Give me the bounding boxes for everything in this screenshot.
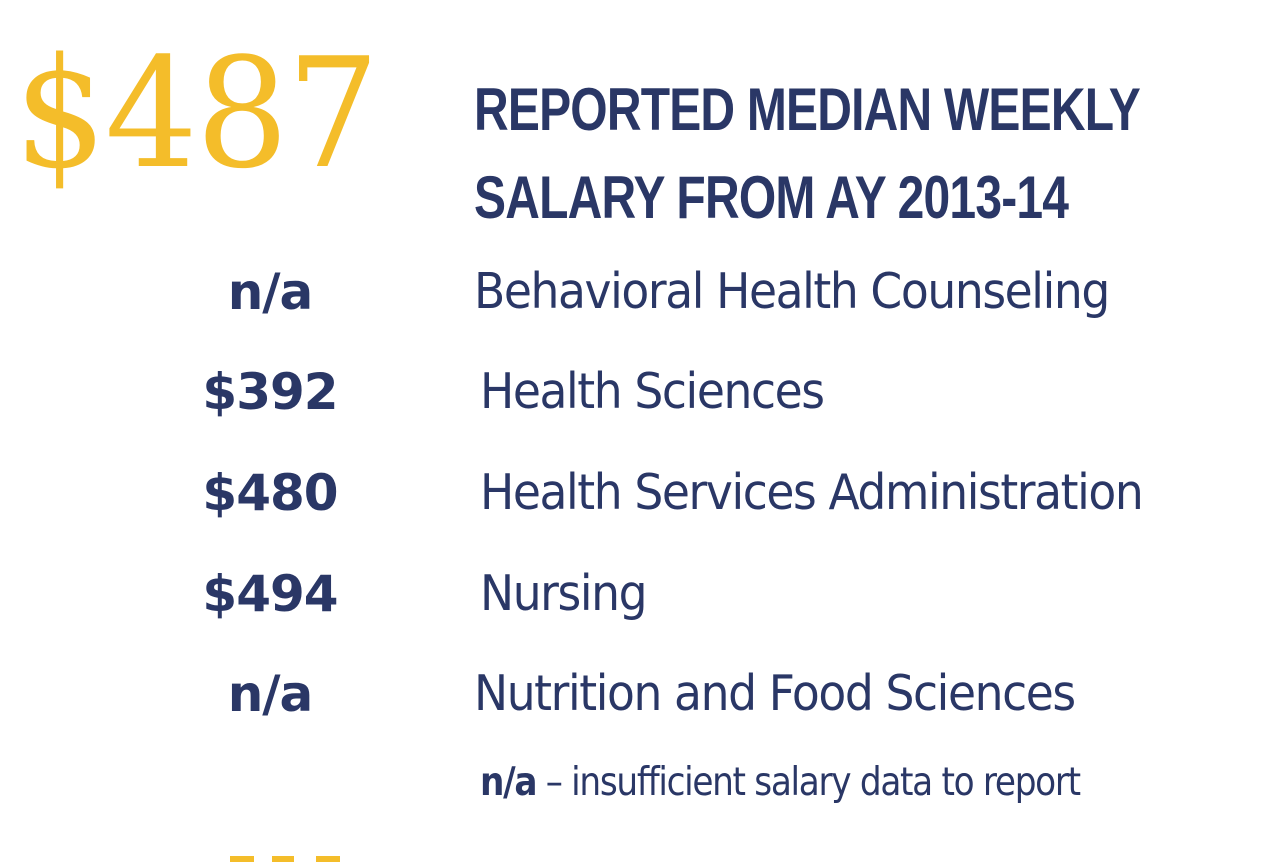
program-name: Health Services Administration: [480, 464, 1143, 521]
program-row-health-services-admin: [0, 463, 1280, 523]
program-name: Behavioral Health Counseling: [474, 263, 1109, 320]
program-name: Health Sciences: [480, 363, 824, 420]
program-row-behavioral-health: [0, 262, 1280, 322]
program-salary: n/a: [227, 263, 313, 321]
program-name: Nursing: [480, 565, 647, 622]
program-row-nutrition: [0, 664, 1280, 724]
headline: [474, 66, 1140, 242]
big-stat-median-salary: $487: [14, 25, 378, 202]
program-row-health-sciences: [0, 362, 1280, 422]
program-salary: $480: [202, 464, 338, 522]
program-salary: n/a: [227, 665, 313, 723]
program-salary: $392: [202, 363, 338, 421]
headline-line-1: REPORTED MEDIAN WEEKLY: [474, 76, 1141, 143]
next-stat-cutoff: [226, 852, 346, 862]
program-salary: $494: [202, 565, 338, 623]
footnote-text: – insufficient salary data to report: [536, 760, 1080, 805]
footnote-key: n/a: [480, 760, 537, 805]
footnote: [480, 756, 1080, 810]
program-name: Nutrition and Food Sciences: [474, 665, 1075, 722]
headline-line-2: SALARY FROM AY 2013-14: [474, 164, 1069, 231]
program-row-nursing: [0, 564, 1280, 624]
